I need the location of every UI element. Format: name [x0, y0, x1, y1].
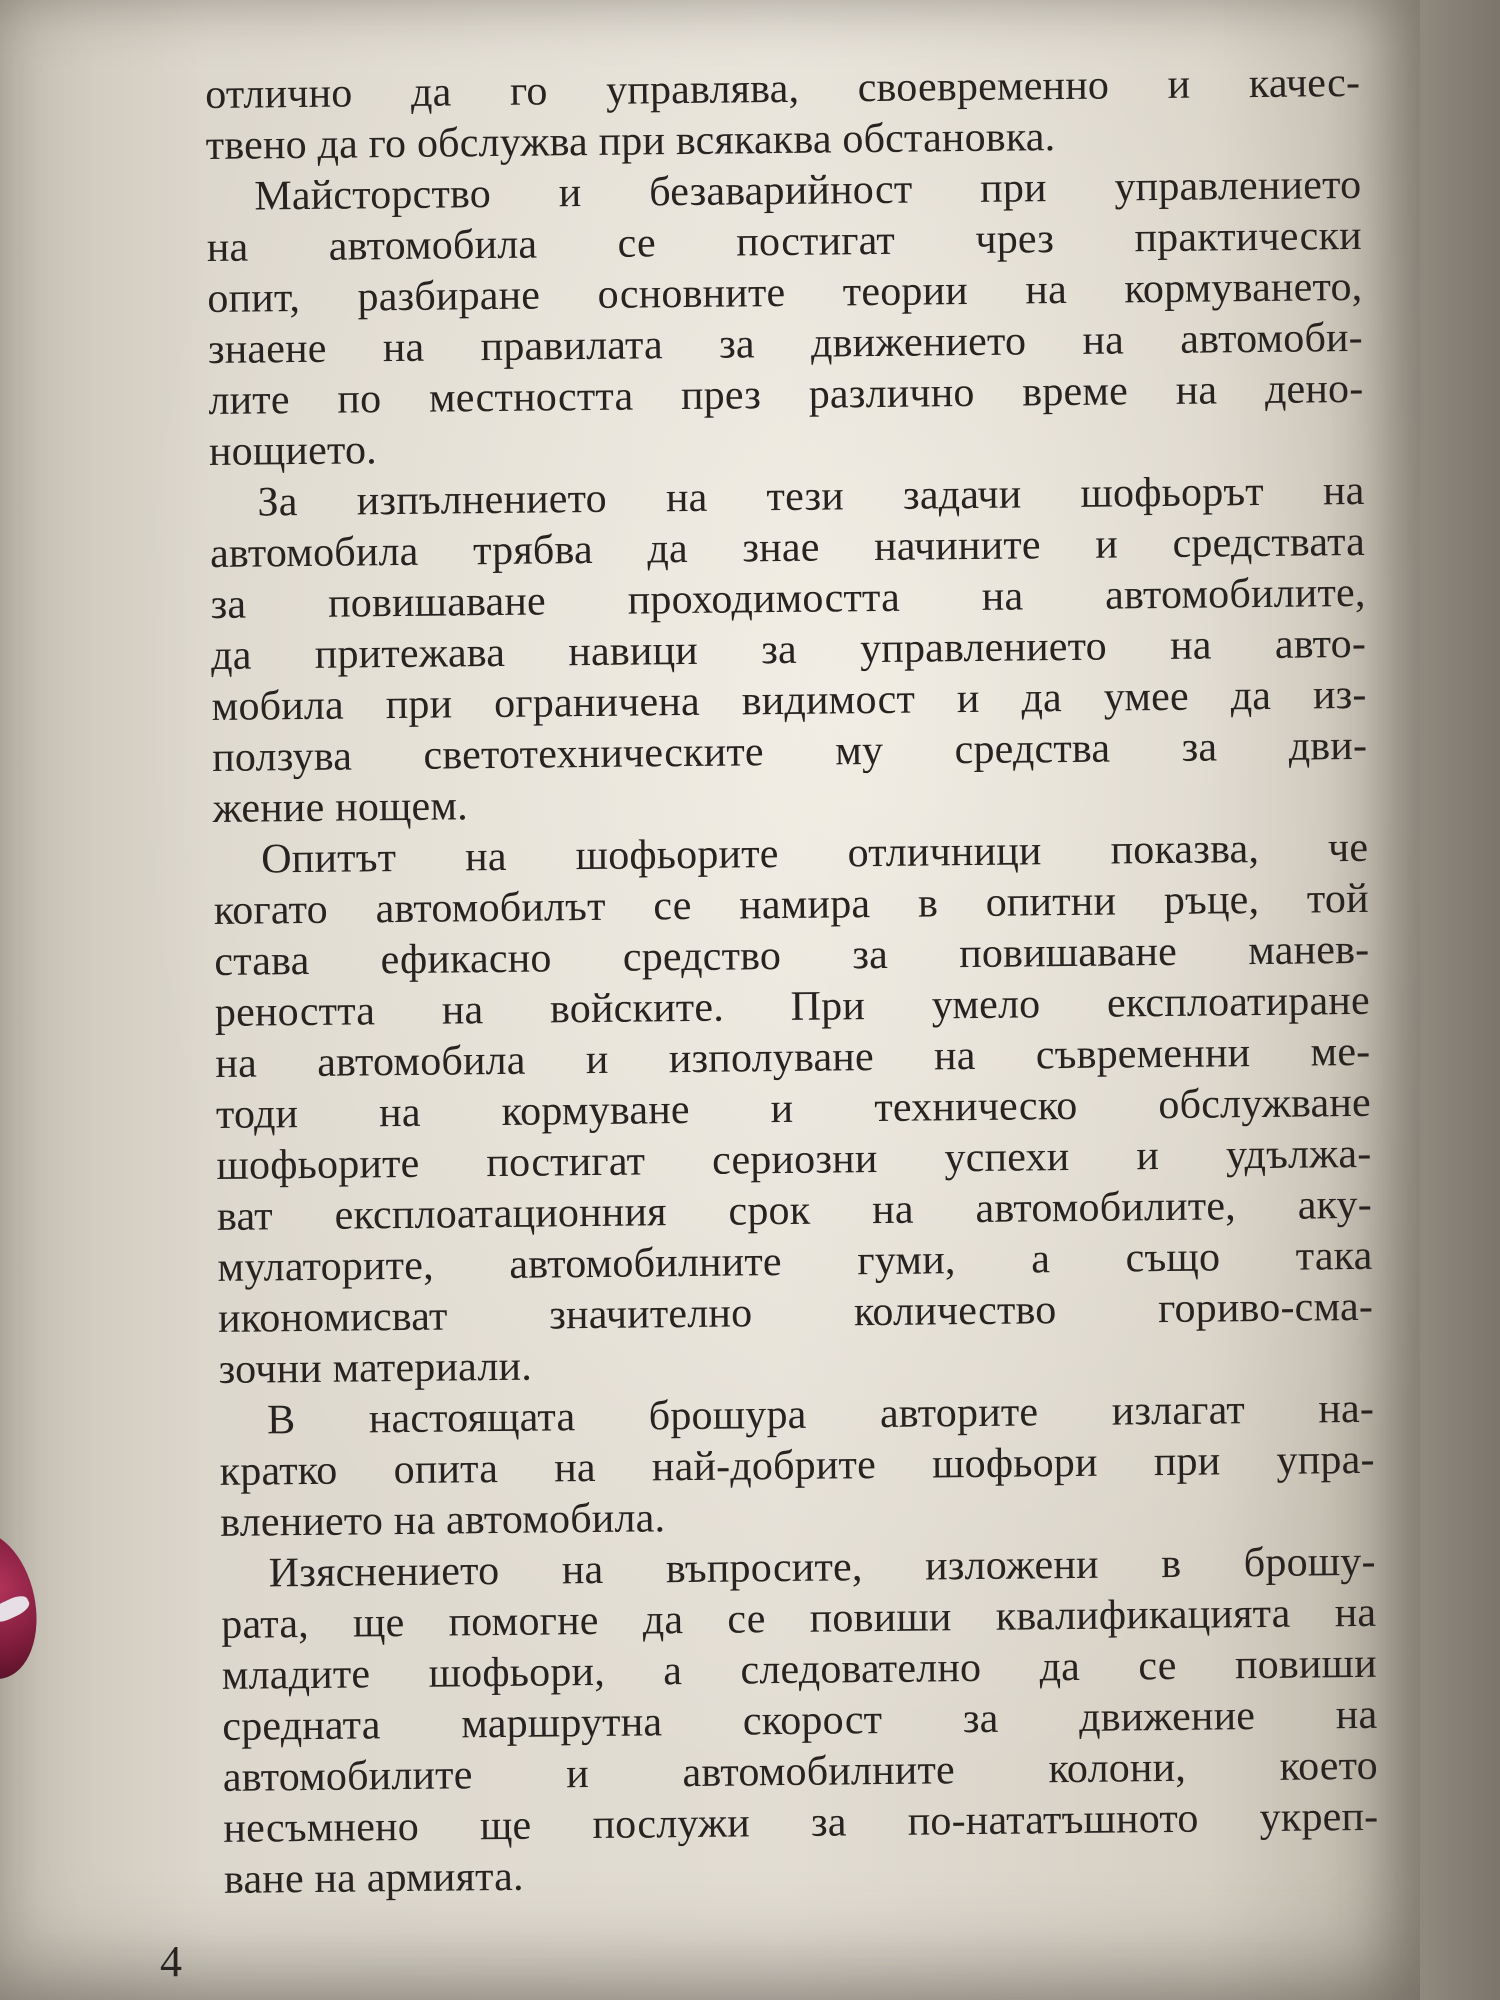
text-line: ват експлоатационния срок на автомобилите, аку- [216, 1181, 1373, 1240]
text-line: Опитът на шофьорите отличници показва, че [261, 824, 1369, 883]
text-line: реността на войските. При умело експлоатиране [214, 977, 1371, 1036]
text-line: лите по местността през различно време на дено- [208, 365, 1364, 424]
text-line: ване на армията. [223, 1853, 524, 1903]
text-line: шофьорите постигат сериозни успехи и удължа- [216, 1130, 1372, 1189]
text-line: рата, ще помогне да се повиши квалификацията на [221, 1589, 1377, 1648]
text-line: опит, разбиране основните теории на кормуването, [207, 263, 1363, 322]
text-line: За изпълнението на тези задачи шофьорът на [257, 467, 1365, 526]
text-line: Изяснението на въпросите, изложени в брошу- [268, 1538, 1376, 1597]
text-line: тоди на кормуване и техническо обслужване [215, 1079, 1372, 1138]
text-line: нощието. [208, 427, 378, 475]
paragraph [205, 58, 1361, 172]
text-line: Майсторство и безаварийност при управлението [254, 161, 1362, 220]
text-line: средната маршрутна скорост за движение на [222, 1691, 1378, 1750]
paragraph [220, 1537, 1379, 1906]
text-line: зочни материали. [218, 1343, 533, 1393]
page-edge-shadow [1420, 0, 1500, 2000]
text-line: влението на автомобила. [219, 1495, 666, 1546]
text-line: автомобилите и автомобилните колони, което [222, 1742, 1379, 1801]
text-line: В настоящата брошура авторите излагат на- [266, 1385, 1375, 1444]
paragraph [219, 1384, 1376, 1549]
paragraph [213, 823, 1374, 1396]
text-line: несъмнено ще послужи за по-нататъшното укреп- [223, 1793, 1379, 1852]
page-number: 4 [160, 1937, 182, 1986]
text-line: автомобила трябва да знае начините и средствата [209, 518, 1366, 577]
text-line: мобила при ограничена видимост и да умее да из- [211, 671, 1367, 730]
text-line: мулаторите, автомобилните гуми, а също така [217, 1232, 1373, 1291]
paragraph [209, 466, 1368, 835]
paragraph [206, 160, 1364, 478]
page-text [205, 58, 1379, 1906]
text-line: на автомобила и изполуване на съвременни ме- [215, 1028, 1371, 1087]
text-line: жение нощем. [212, 783, 469, 832]
text-line: отлично да го управлява, своевременно и качес- [205, 59, 1361, 118]
text-line: твено да го обслужва при всякаква обстановка. [205, 114, 1056, 169]
text-line: когато автомобилът се намира в опитни ръце, той [213, 875, 1369, 934]
text-line: икономисват значително количество гориво-сма- [217, 1283, 1374, 1342]
text-line: ползува светотехническите му средства за дви- [211, 722, 1368, 781]
text-line: на автомобила се постигат чрез практически [206, 212, 1363, 271]
text-line: младите шофьори, а следователно да се повиши [221, 1640, 1377, 1699]
text-line: за повишаване проходимостта на автомобилите, [210, 569, 1366, 628]
text-line: знаене на правилата за движението на автомоби- [207, 314, 1364, 373]
text-line: да притежава навици за управлението на авто- [210, 620, 1367, 679]
text-line: кратко опита на най-добрите шофьори при упра- [219, 1436, 1375, 1495]
text-line: става ефикасно средство за повишаване манев- [214, 926, 1370, 985]
